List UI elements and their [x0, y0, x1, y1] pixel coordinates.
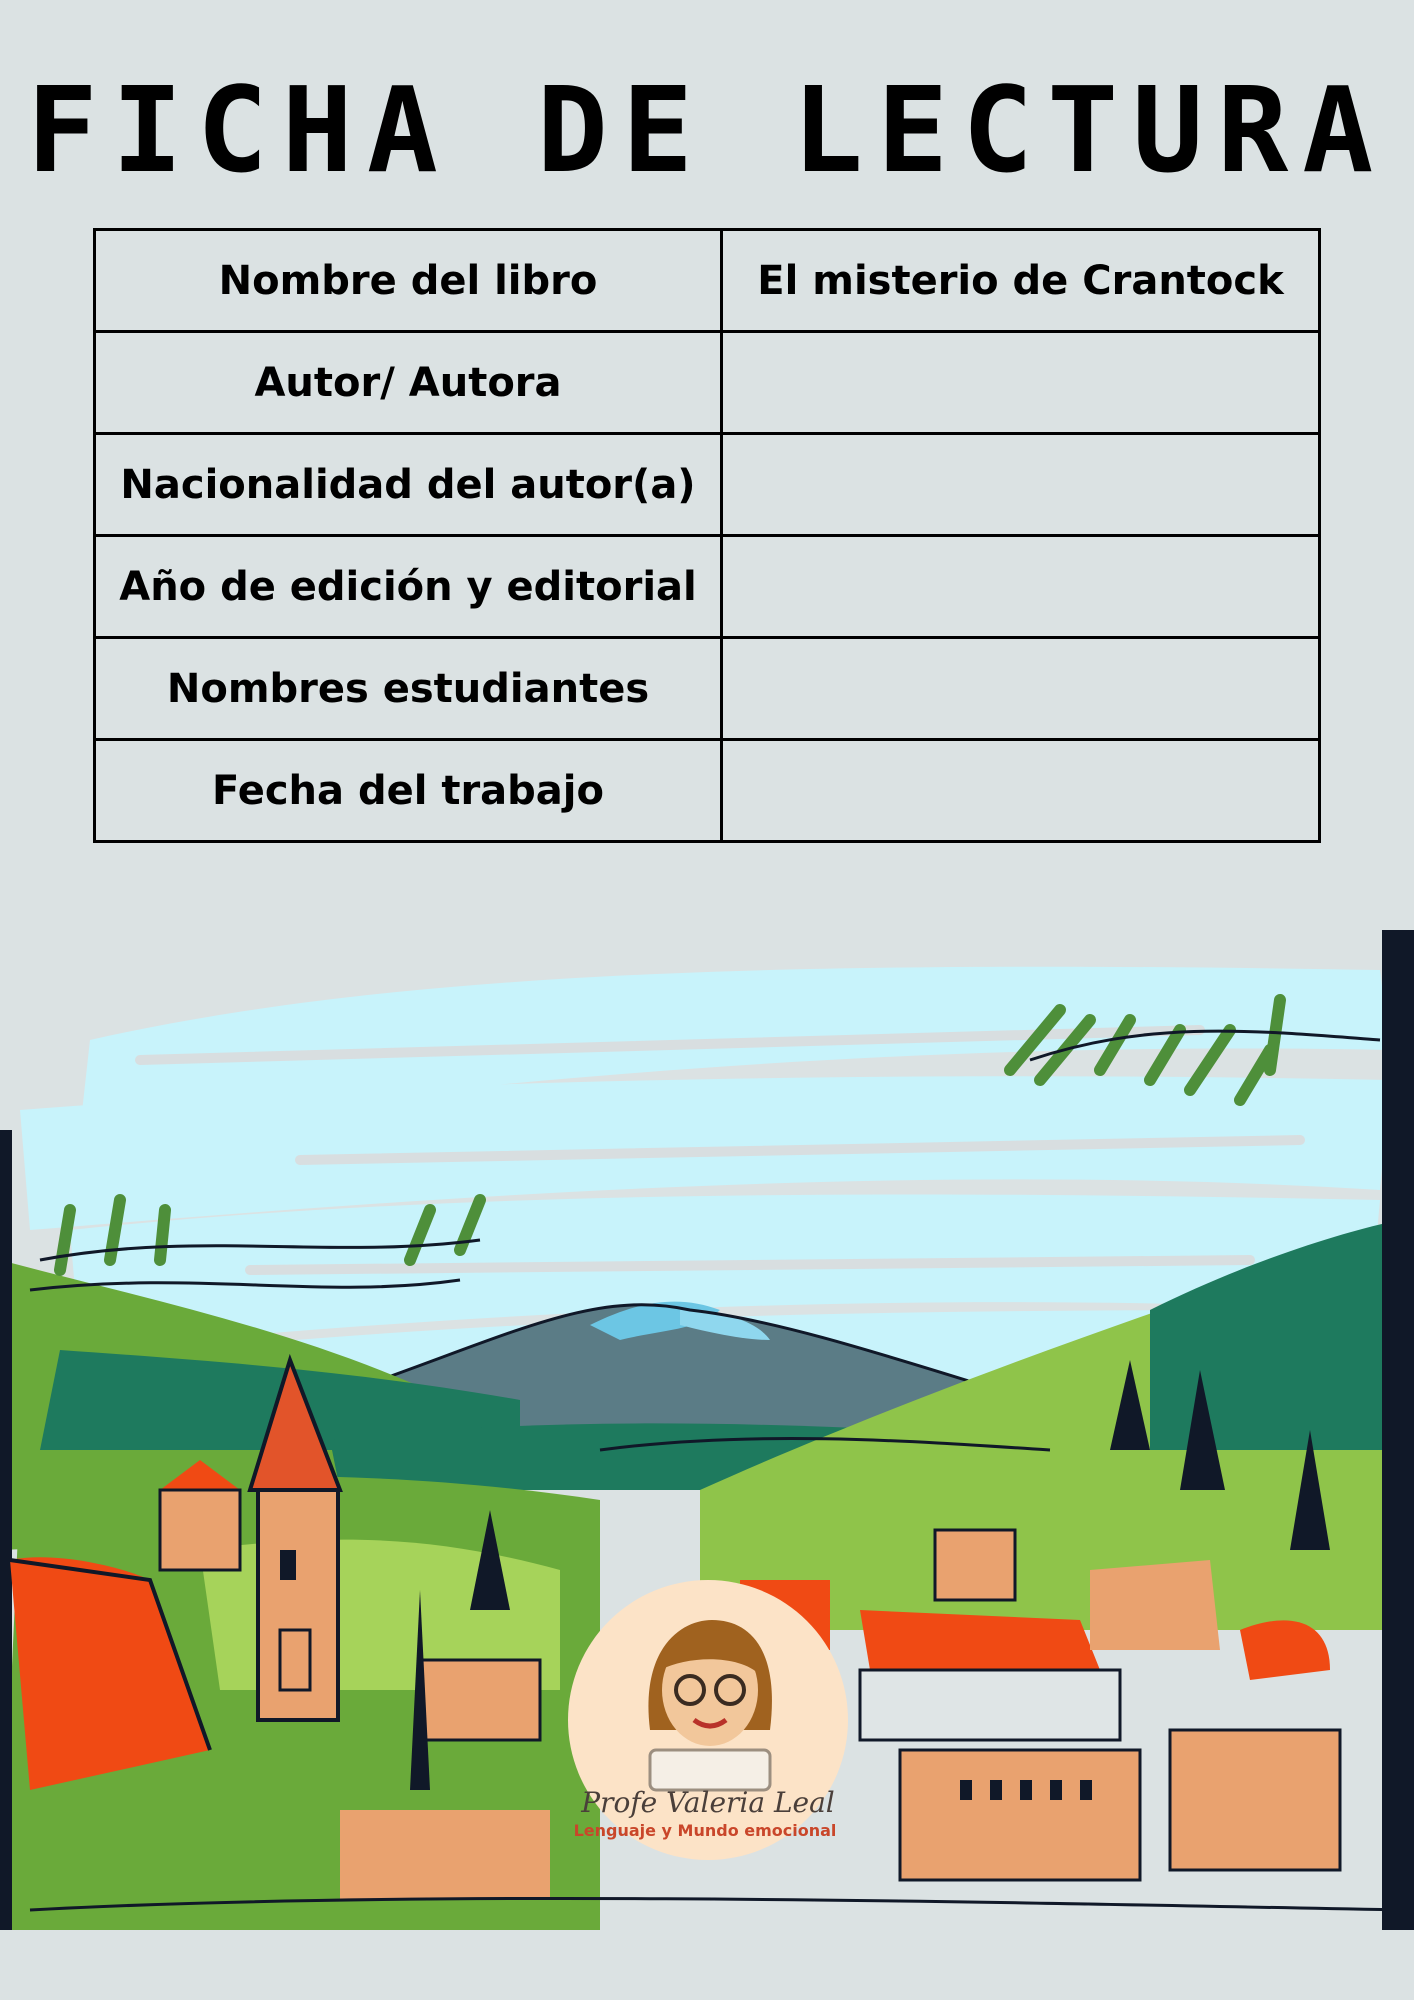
badge-name-text: Profe Valeria Leal: [581, 1786, 835, 1819]
reading-card-table: [93, 228, 1321, 843]
row-value-nationality[interactable]: [722, 434, 1320, 536]
table-row: [95, 434, 1320, 536]
row-value-edition-year[interactable]: [722, 536, 1320, 638]
row-label-date: Fecha del trabajo: [95, 740, 722, 842]
row-value-book-name[interactable]: El misterio de Crantock: [722, 230, 1320, 332]
badge-subtitle-text: Lenguaje y Mundo emocional: [573, 1821, 837, 1840]
avatar: [648, 1620, 772, 1790]
table-row: [95, 536, 1320, 638]
tree-trunk-right: [1382, 930, 1414, 1930]
row-label-book-name: Nombre del libro: [95, 230, 722, 332]
row-value-author[interactable]: [722, 332, 1320, 434]
row-label-edition-year: Año de edición y editorial: [95, 536, 722, 638]
row-label-students: Nombres estudiantes: [95, 638, 722, 740]
table-row: [95, 230, 1320, 332]
row-label-nationality: Nacionalidad del autor(a): [95, 434, 722, 536]
table-row: [95, 740, 1320, 842]
table-row: [95, 638, 1320, 740]
table-row: [95, 332, 1320, 434]
page-title: FICHA DE LECTURA: [26, 61, 1388, 199]
row-label-author: Autor/ Autora: [95, 332, 722, 434]
tree-trunk-left: [0, 1130, 12, 1930]
profe-valeria-badge: [568, 1580, 848, 1860]
row-value-date[interactable]: [722, 740, 1320, 842]
village-landscape-illustration: [0, 930, 1414, 1930]
row-value-students[interactable]: [722, 638, 1320, 740]
